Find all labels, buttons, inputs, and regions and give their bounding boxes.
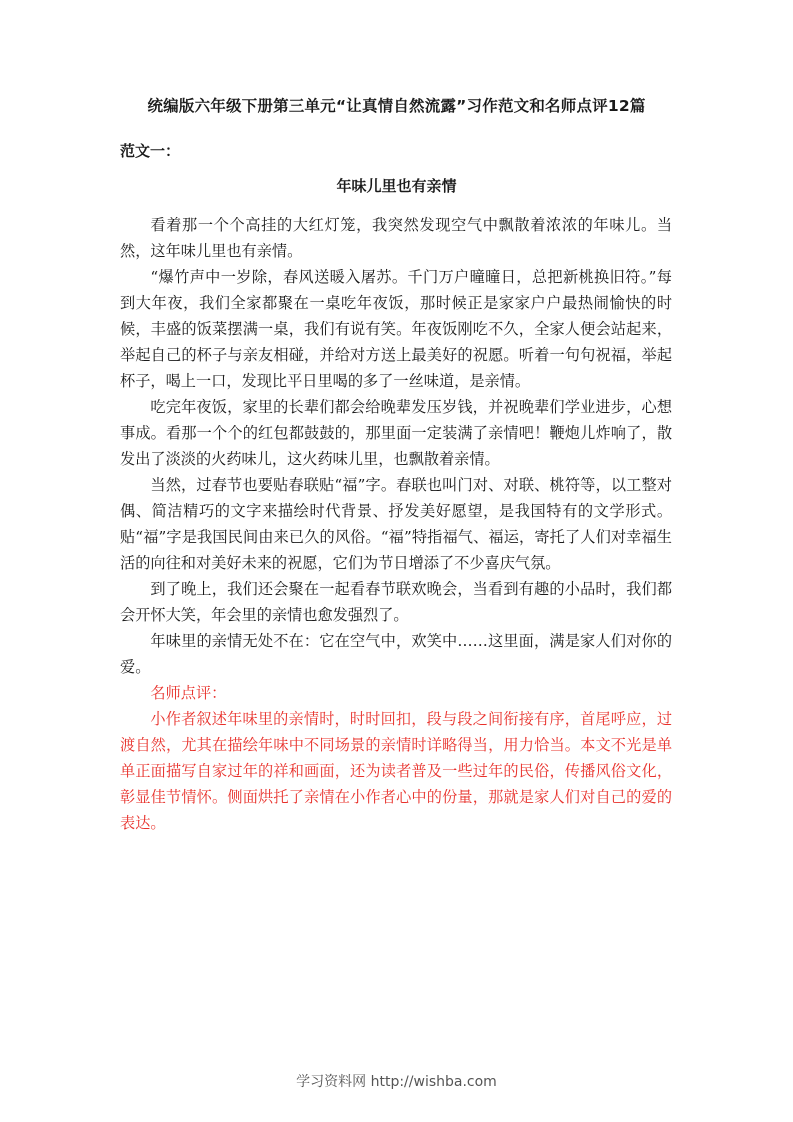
essay-body	[120, 212, 672, 836]
essay-paragraph: 当然，过春节也要贴春联贴“福”字。春联也叫门对、对联、桃符等，以工整对偶、简洁精巧的文字来描绘时代背景、抒发美好愿望，是我国特有的文学形式。贴“福”字是我国民间由来已久的风俗。“福”特指福气、福运，寄托了人们对幸福生活的向往和对美好未来的祝愿，它们为节日增添了不少喜庆气氛。	[120, 476, 672, 572]
essay-paragraph: 吃完年夜饭，家里的长辈们都会给晚辈发压岁钱，并祝晚辈们学业进步，心想事成。看那一个个的红包都鼓鼓的，那里面一定装满了亲情吧！鞭炮儿炸响了，散发出了淡淡的火药味儿，这火药味儿里，也飘散着亲情。	[120, 398, 672, 468]
teacher-comment-label: 名师点评：	[150, 684, 227, 702]
teacher-comment-text: 小作者叙述年味里的亲情时，时时回扣，段与段之间衔接有序，首尾呼应，过渡自然，尤其在描绘年味中不同场景的亲情时详略得当，用力恰当。本文不光是单单正面描写自家过年的祥和画面，还为读者普及一些过年的民俗，传播风俗文化，彰显佳节情怀。侧面烘托了亲情在小作者心中的份量，那就是家人们对自己的爱的表达。	[120, 710, 672, 832]
essay-paragraph: “爆竹声中一岁除，春风送暖入屠苏。千门万户曈曈日，总把新桃换旧符。”每到大年夜，我们全家都聚在一桌吃年夜饭，那时候正是家家户户最热闹愉快的时候，丰盛的饭菜摆满一桌，我们有说有笑。年夜饭刚吃不久，全家人便会站起来，举起自己的杯子与亲友相碰，并给对方送上最美好的祝愿。听着一句句祝福，举起杯子，喝上一口，发现比平日里喝的多了一丝味道，是亲情。	[120, 268, 672, 390]
essay-paragraph: 看着那一个个高挂的大红灯笼，我突然发现空气中飘散着浓浓的年味儿。当然，这年味儿里也有亲情。	[120, 216, 672, 260]
section-label: 范文一：	[120, 142, 181, 160]
essay-paragraph: 年味里的亲情无处不在：它在空气中，欢笑中……这里面，满是家人们对你的爱。	[120, 632, 672, 676]
essay-paragraph: 到了晚上，我们还会聚在一起看春节联欢晚会，当看到有趣的小品时，我们都会开怀大笑，年会里的亲情也愈发强烈了。	[120, 580, 672, 624]
page-footer: 学习资料网 http://wishba.com	[296, 1074, 497, 1090]
document-title: 统编版六年级下册第三单元“让真情自然流露”习作范文和名师点评12篇	[147, 97, 646, 115]
essay-title: 年味儿里也有亲情	[336, 177, 457, 195]
